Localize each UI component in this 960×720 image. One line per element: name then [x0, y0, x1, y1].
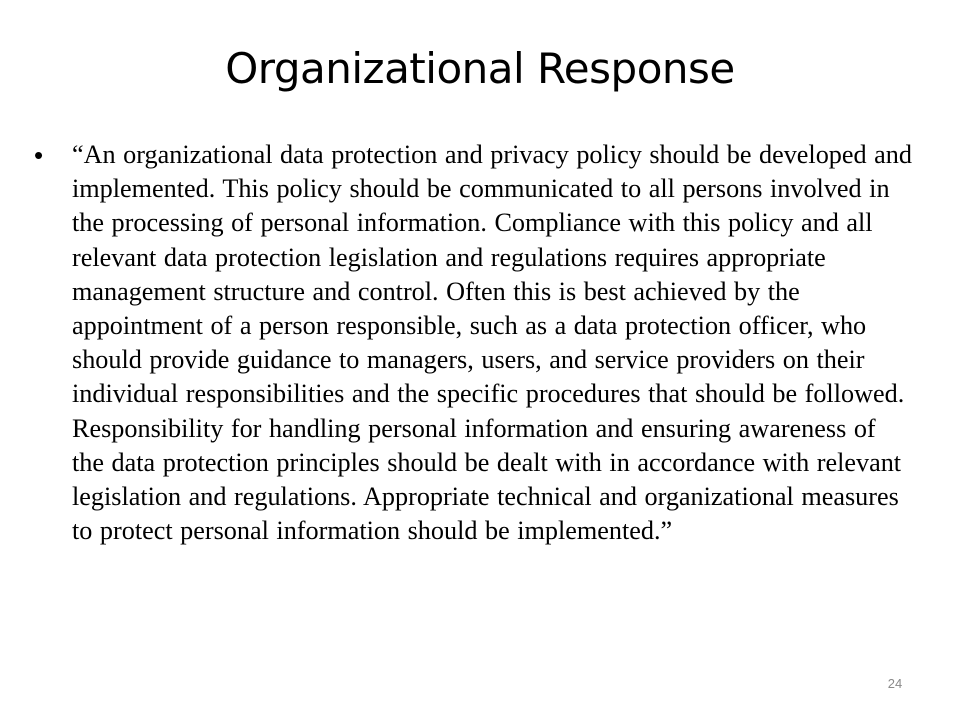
page-number: 24 — [887, 676, 903, 691]
slide-title: Organizational Response — [225, 44, 735, 93]
bullet-item — [34, 138, 914, 548]
bullet-text: “An organizational data protection and privacy policy should be developed and implemented. This policy should be communicated to all persons involved in the processing of personal information. Compliance with this policy and all relevant data protection legislation and regulations requires appropriate management structure and control. Often this is best achieved by the appointment of a person responsible, such as a data protection officer, who should provide guidance to managers, users, and service providers on their individual responsibilities and the specific procedures that should be followed. Responsibility for handling personal information and ensuring awareness of the data protection principles should be dealt with in accordance with relevant legislation and regulations. Appropriate technical and organizational measures to protect personal information should be implemented.” — [72, 140, 912, 546]
bullet-list — [34, 138, 914, 548]
bullet-marker: • — [34, 140, 44, 170]
